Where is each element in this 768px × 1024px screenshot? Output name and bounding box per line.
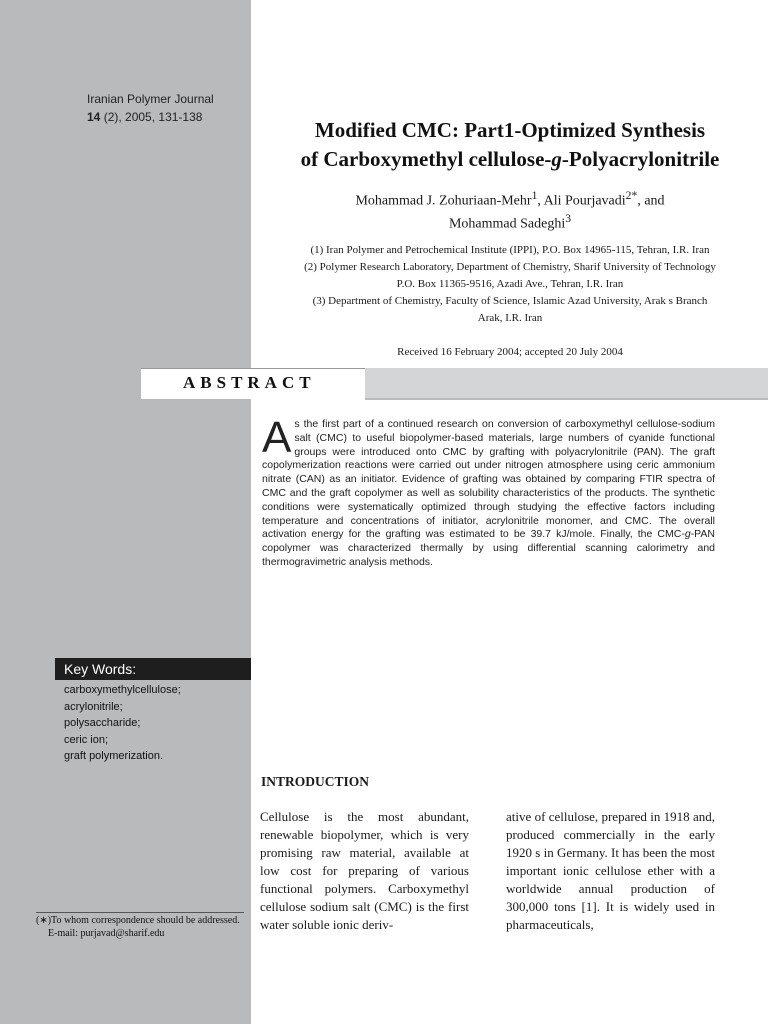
affiliation-line: P.O. Box 11365-9516, Azadi Ave., Tehran, I.R. Iran	[396, 278, 624, 290]
keywords-heading: Key Words:	[55, 658, 251, 680]
author-2-tail: , and	[637, 193, 665, 209]
keyword-item: graft polymerization.	[64, 750, 164, 762]
author-1-affil: 1	[531, 189, 538, 202]
footnote	[36, 914, 240, 940]
abstract-body	[262, 413, 715, 570]
footnote-email: E-mail: purjavad@sharif.edu	[48, 928, 165, 939]
affiliation-line: (1) Iran Polymer and Petrochemical Institute (IPPI), P.O. Box 14965-115, Tehran, I.R. Iran	[310, 244, 710, 256]
footnote-correspondence: (∗)To whom correspondence should be addressed.	[36, 915, 240, 926]
author-1: Mohammad J. Zohuriaan-Mehr	[355, 193, 532, 209]
abstract-text-b: -PAN copolymer was characterized thermally by using differential scanning calorimetry and thermogravimetric analysis methods.	[262, 528, 715, 568]
introduction-column-2: ative of cellulose, prepared in 1918 and, produced commercially in the early 1920 s in Germany. It has been the most important ionic cellulose ether with a worldwide annual production of 300,000 tons [1]. It is widely used in pharmaceuticals,	[506, 809, 715, 932]
title-line-1: Modified CMC: Part1-Optimized Synthesis	[314, 118, 706, 142]
author-line-1	[252, 187, 768, 210]
abstract-text-a: s the first part of a continued research on conversion of carboxymethyl cellulose-sodium salt (CMC) to useful biopolymer-based materials, large numbers of cyanide functional groups were introduced onto CMC by grafting with polyacrylonitrile (PAN). The graft copolymerization reactions were carried out under nitrogen atmosphere using ceric ammonium nitrate (CAN) as an initiator. Evidence of grafting was obtained by comparing FTIR spectra of CMC and the graft copolymer as well as solubility characteristics of the products. The synthetic conditions were systematically optimized through studying the effective factors including temperature and concentrations of initiator, acrylonitrile monomer, and CMC. The overall activation energy for the grafting was estimated to be 39.7 kJ/mole. Finally, the CMC-	[262, 418, 715, 541]
keyword-item: acrylonitrile;	[64, 700, 123, 713]
affiliation-line: (3) Department of Chemistry, Faculty of Science, Islamic Azad University, Arak s Branch	[312, 295, 708, 307]
keyword-item: ceric ion;	[64, 733, 109, 746]
affiliation-line: (2) Polymer Research Laboratory, Department of Chemistry, Sharif University of Technology	[304, 261, 716, 273]
journal-name: Iranian Polymer Journal	[87, 92, 214, 106]
author-list	[252, 187, 768, 232]
affiliations	[252, 242, 768, 327]
introduction-heading: INTRODUCTION	[261, 774, 370, 789]
abstract-banner-right	[365, 368, 768, 400]
paper-title	[252, 116, 768, 174]
keyword-item: carboxymethylcellulose;	[64, 684, 181, 696]
author-line-2	[252, 210, 768, 233]
abstract-text-g: g	[684, 528, 691, 541]
title-line-2	[252, 145, 768, 174]
received-dates: Received 16 February 2004; accepted 20 July 2004	[397, 346, 623, 358]
introduction-column-1: Cellulose is the most abundant, renewable biopolymer, which is very promising raw material, available at low cost for preparing of various functional polymers. Carboxymethyl cellulose sodium salt (CMC) is the first water soluble ionic deriv-	[260, 809, 469, 932]
affiliation-line: Arak, I.R. Iran	[477, 312, 543, 324]
journal-issue-pages: (2), 2005, 131-138	[100, 110, 203, 124]
keywords-list	[64, 682, 181, 765]
author-3: Mohammad Sadeghi	[448, 216, 566, 232]
author-3-affil: 3	[565, 211, 572, 225]
author-2: , Ali Pourjavadi	[537, 193, 626, 209]
sidebar-panel	[0, 0, 251, 1024]
abstract-dropcap: A	[262, 413, 292, 462]
footnote-rule	[36, 912, 244, 913]
title-line-2-pre: of Carboxymethyl cellulose-	[300, 147, 552, 171]
journal-citation	[87, 90, 214, 126]
journal-volume: 14	[87, 110, 101, 124]
title-line-2-post: -Polyacrylonitrile	[561, 147, 720, 171]
journal-volume-line	[87, 108, 214, 126]
keyword-item: polysaccharide;	[64, 717, 141, 729]
abstract-heading: ABSTRACT	[183, 373, 316, 392]
author-2-affil: 2*	[625, 189, 638, 202]
title-line-2-g: g	[551, 147, 562, 171]
